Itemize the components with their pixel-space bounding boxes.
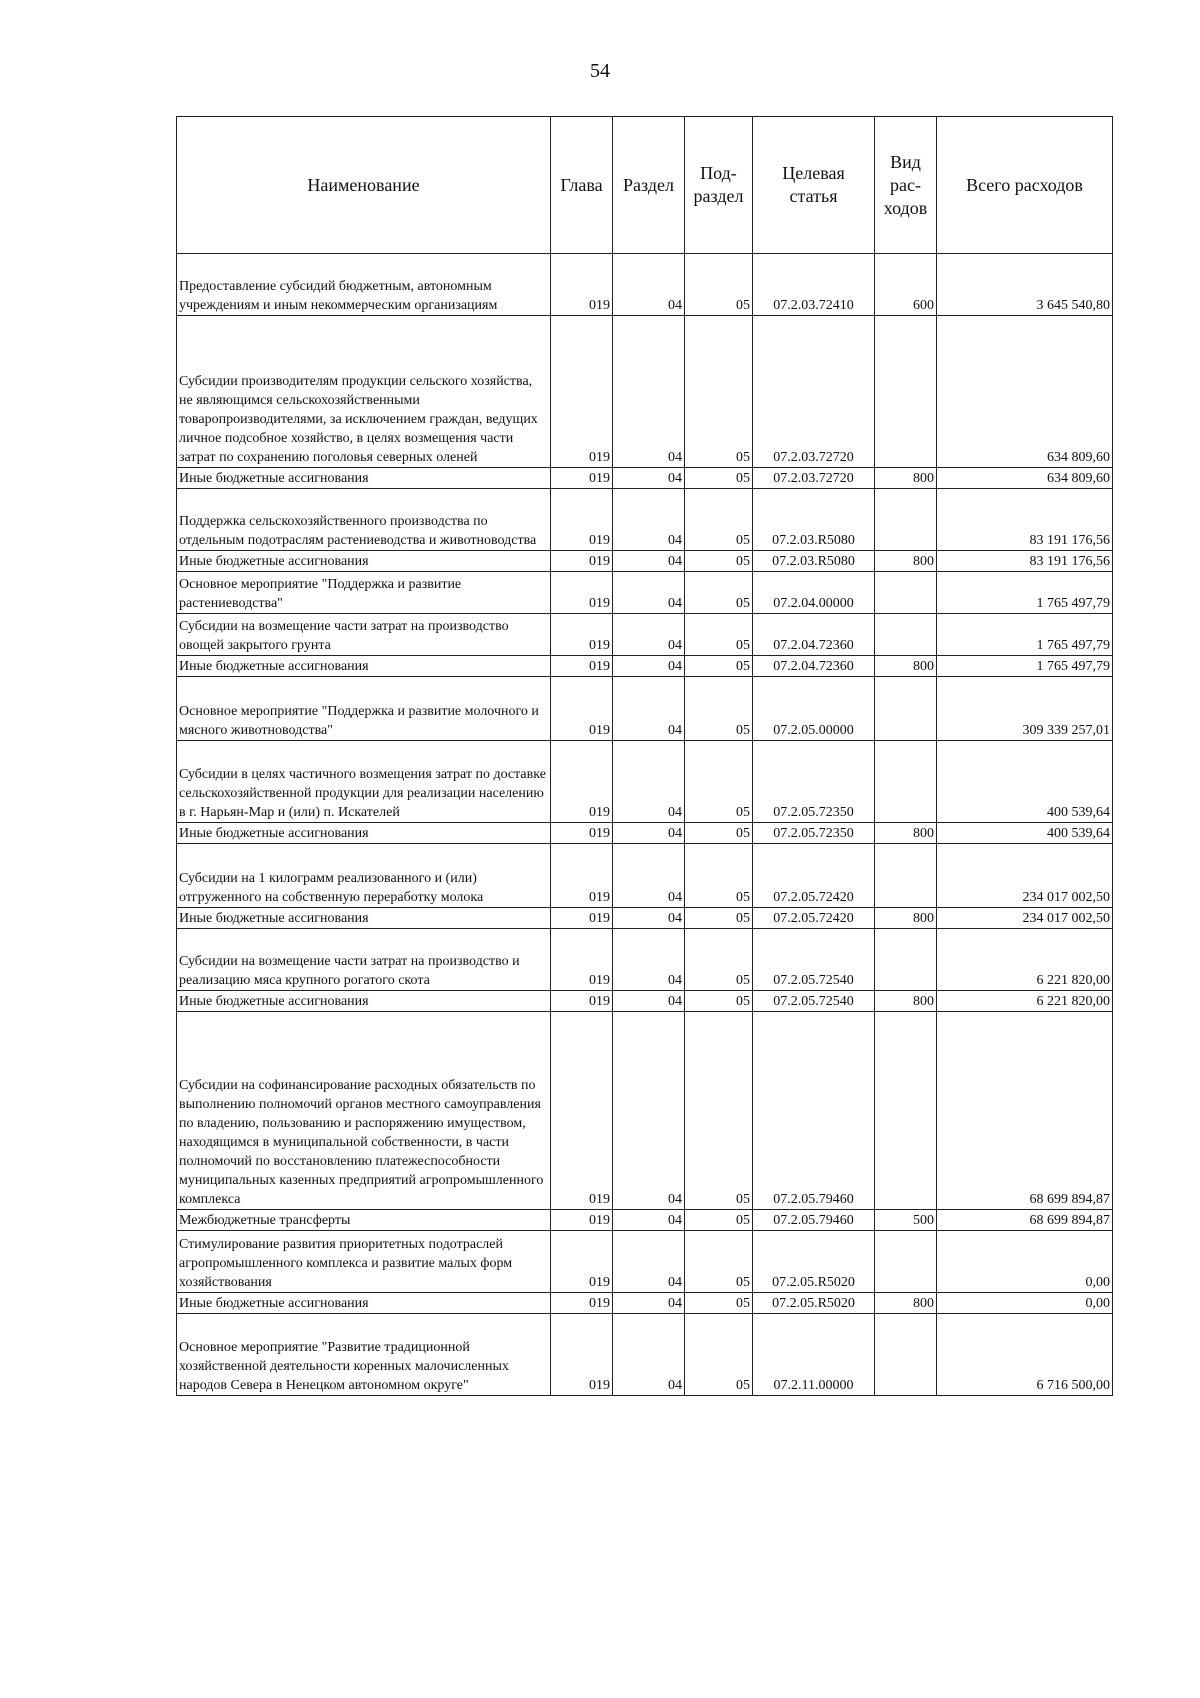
row-total: 6 221 820,00 [937, 929, 1113, 991]
row-subsection: 05 [685, 741, 753, 823]
row-type [875, 929, 937, 991]
row-chapter: 019 [551, 908, 613, 929]
row-section: 04 [613, 254, 685, 316]
row-total: 634 809,60 [937, 468, 1113, 489]
row-total: 1 765 497,79 [937, 614, 1113, 656]
row-chapter: 019 [551, 991, 613, 1012]
row-section: 04 [613, 468, 685, 489]
row-type [875, 572, 937, 614]
row-section: 04 [613, 1314, 685, 1396]
row-section: 04 [613, 316, 685, 468]
row-name: Субсидии на 1 килограмм реализованного и (или) отгруженного на собственную переработку молока [177, 844, 551, 908]
row-section: 04 [613, 929, 685, 991]
row-type: 800 [875, 468, 937, 489]
row-total: 6 221 820,00 [937, 991, 1113, 1012]
row-chapter: 019 [551, 551, 613, 572]
row-section: 04 [613, 489, 685, 551]
row-target: 07.2.05.72540 [753, 991, 875, 1012]
table-row [177, 316, 1113, 468]
header-subsection: Под- раздел [685, 117, 753, 254]
row-subsection: 05 [685, 572, 753, 614]
row-target: 07.2.05.72420 [753, 844, 875, 908]
row-total: 83 191 176,56 [937, 551, 1113, 572]
row-name: Стимулирование развития приоритетных подотраслей агропромышленного комплекса и развитие малых форм хозяйствования [177, 1231, 551, 1293]
row-name: Субсидии на возмещение части затрат на производство и реализацию мяса крупного рогатого скота [177, 929, 551, 991]
row-chapter: 019 [551, 489, 613, 551]
row-name: Основное мероприятие "Поддержка и развитие растениеводства" [177, 572, 551, 614]
row-name: Иные бюджетные ассигнования [177, 551, 551, 572]
table-row [177, 741, 1113, 823]
row-subsection: 05 [685, 991, 753, 1012]
header-name: Наименование [177, 117, 551, 254]
row-subsection: 05 [685, 908, 753, 929]
table-row [177, 614, 1113, 656]
row-total: 0,00 [937, 1293, 1113, 1314]
row-name: Иные бюджетные ассигнования [177, 823, 551, 844]
row-section: 04 [613, 1012, 685, 1210]
table-row [177, 1012, 1113, 1210]
row-target: 07.2.03.72720 [753, 316, 875, 468]
row-type: 800 [875, 656, 937, 677]
row-subsection: 05 [685, 614, 753, 656]
page-number: 54 [590, 60, 610, 82]
row-subsection: 05 [685, 1231, 753, 1293]
row-name: Предоставление субсидий бюджетным, автономным учреждениям и иным некоммерческим организациям [177, 254, 551, 316]
row-subsection: 05 [685, 1314, 753, 1396]
row-total: 68 699 894,87 [937, 1012, 1113, 1210]
table-row [177, 551, 1113, 572]
row-name: Субсидии производителям продукции сельского хозяйства, не являющимся сельскохозяйственными товаропроизводителями, за исключением граждан, ведущих личное подсобное хозяйство, в целях возмещения части затрат по сохранению поголовья северных оленей [177, 316, 551, 468]
table-row [177, 991, 1113, 1012]
row-subsection: 05 [685, 1012, 753, 1210]
row-section: 04 [613, 991, 685, 1012]
row-subsection: 05 [685, 656, 753, 677]
row-section: 04 [613, 741, 685, 823]
row-name: Основное мероприятие "Поддержка и развитие молочного и мясного животноводства" [177, 677, 551, 741]
row-name: Основное мероприятие "Развитие традиционной хозяйственной деятельности коренных малочисленных народов Севера в Ненецком автономном округе" [177, 1314, 551, 1396]
row-type [875, 844, 937, 908]
header-total: Всего расходов [937, 117, 1113, 254]
table-row [177, 677, 1113, 741]
row-type [875, 1314, 937, 1396]
row-chapter: 019 [551, 741, 613, 823]
row-total: 83 191 176,56 [937, 489, 1113, 551]
table-row [177, 929, 1113, 991]
table-row [177, 1314, 1113, 1396]
row-type [875, 316, 937, 468]
row-total: 234 017 002,50 [937, 908, 1113, 929]
table-row [177, 572, 1113, 614]
row-name: Иные бюджетные ассигнования [177, 908, 551, 929]
row-subsection: 05 [685, 823, 753, 844]
row-target: 07.2.03.72720 [753, 468, 875, 489]
row-total: 1 765 497,79 [937, 656, 1113, 677]
row-section: 04 [613, 908, 685, 929]
row-chapter: 019 [551, 929, 613, 991]
row-type [875, 741, 937, 823]
row-target: 07.2.05.72540 [753, 929, 875, 991]
row-subsection: 05 [685, 316, 753, 468]
row-subsection: 05 [685, 844, 753, 908]
row-subsection: 05 [685, 1293, 753, 1314]
table-row [177, 908, 1113, 929]
row-target: 07.2.04.00000 [753, 572, 875, 614]
row-target: 07.2.05.R5020 [753, 1293, 875, 1314]
row-subsection: 05 [685, 254, 753, 316]
row-chapter: 019 [551, 254, 613, 316]
table-row [177, 656, 1113, 677]
row-chapter: 019 [551, 1012, 613, 1210]
row-subsection: 05 [685, 551, 753, 572]
row-type: 800 [875, 991, 937, 1012]
row-total: 309 339 257,01 [937, 677, 1113, 741]
row-type: 800 [875, 551, 937, 572]
row-total: 234 017 002,50 [937, 844, 1113, 908]
row-target: 07.2.05.00000 [753, 677, 875, 741]
row-type: 600 [875, 254, 937, 316]
row-target: 07.2.11.00000 [753, 1314, 875, 1396]
row-subsection: 05 [685, 468, 753, 489]
row-type [875, 677, 937, 741]
row-name: Иные бюджетные ассигнования [177, 991, 551, 1012]
row-total: 634 809,60 [937, 316, 1113, 468]
row-target: 07.2.03.R5080 [753, 551, 875, 572]
row-chapter: 019 [551, 823, 613, 844]
table-row [177, 254, 1113, 316]
row-target: 07.2.05.72350 [753, 741, 875, 823]
row-total: 3 645 540,80 [937, 254, 1113, 316]
row-section: 04 [613, 1210, 685, 1231]
header-target: Целевая статья [753, 117, 875, 254]
row-target: 07.2.04.72360 [753, 656, 875, 677]
table-row [177, 844, 1113, 908]
row-name: Иные бюджетные ассигнования [177, 656, 551, 677]
row-name: Субсидии на возмещение части затрат на производство овощей закрытого грунта [177, 614, 551, 656]
row-chapter: 019 [551, 572, 613, 614]
row-total: 68 699 894,87 [937, 1210, 1113, 1231]
row-subsection: 05 [685, 677, 753, 741]
row-chapter: 019 [551, 1314, 613, 1396]
row-name: Иные бюджетные ассигнования [177, 1293, 551, 1314]
row-chapter: 019 [551, 1293, 613, 1314]
row-total: 400 539,64 [937, 741, 1113, 823]
row-section: 04 [613, 677, 685, 741]
row-target: 07.2.03.72410 [753, 254, 875, 316]
header-chapter: Глава [551, 117, 613, 254]
table-row [177, 1231, 1113, 1293]
row-total: 1 765 497,79 [937, 572, 1113, 614]
row-section: 04 [613, 614, 685, 656]
table-row [177, 489, 1113, 551]
row-name: Субсидии на софинансирование расходных обязательств по выполнению полномочий органов местного самоуправления по владению, пользованию и распоряжению имуществом, находящимся в муниципальной собственности, в части полномочий по восстановлению платежеспособности муниципальных казенных предприятий агропромышленного комплекса [177, 1012, 551, 1210]
row-section: 04 [613, 1231, 685, 1293]
row-subsection: 05 [685, 1210, 753, 1231]
row-target: 07.2.05.79460 [753, 1210, 875, 1231]
row-type: 500 [875, 1210, 937, 1231]
row-target: 07.2.03.R5080 [753, 489, 875, 551]
row-name: Субсидии в целях частичного возмещения затрат по доставке сельскохозяйственной продукции для реализации населению в г. Нарьян-Мар и (или) п. Искателей [177, 741, 551, 823]
row-section: 04 [613, 656, 685, 677]
row-chapter: 019 [551, 316, 613, 468]
budget-table [176, 116, 1113, 1396]
row-name: Поддержка сельскохозяйственного производства по отдельным подотраслям растениеводства и животноводства [177, 489, 551, 551]
table-row [177, 1293, 1113, 1314]
table-row [177, 1210, 1113, 1231]
row-chapter: 019 [551, 844, 613, 908]
row-target: 07.2.05.79460 [753, 1012, 875, 1210]
table-row [177, 468, 1113, 489]
row-section: 04 [613, 823, 685, 844]
row-type [875, 489, 937, 551]
header-expense-type: Вид рас- ходов [875, 117, 937, 254]
row-subsection: 05 [685, 489, 753, 551]
row-type: 800 [875, 1293, 937, 1314]
row-name: Иные бюджетные ассигнования [177, 468, 551, 489]
row-type [875, 1231, 937, 1293]
row-subsection: 05 [685, 929, 753, 991]
row-type [875, 1012, 937, 1210]
row-chapter: 019 [551, 1210, 613, 1231]
row-total: 400 539,64 [937, 823, 1113, 844]
row-section: 04 [613, 572, 685, 614]
row-total: 0,00 [937, 1231, 1113, 1293]
header-section: Раздел [613, 117, 685, 254]
row-target: 07.2.05.72420 [753, 908, 875, 929]
row-target: 07.2.05.R5020 [753, 1231, 875, 1293]
row-type: 800 [875, 823, 937, 844]
row-total: 6 716 500,00 [937, 1314, 1113, 1396]
row-target: 07.2.04.72360 [753, 614, 875, 656]
row-section: 04 [613, 1293, 685, 1314]
header-row [177, 117, 1113, 254]
table-row [177, 823, 1113, 844]
row-section: 04 [613, 844, 685, 908]
row-chapter: 019 [551, 656, 613, 677]
row-chapter: 019 [551, 1231, 613, 1293]
row-target: 07.2.05.72350 [753, 823, 875, 844]
row-section: 04 [613, 551, 685, 572]
row-type: 800 [875, 908, 937, 929]
row-chapter: 019 [551, 468, 613, 489]
row-type [875, 614, 937, 656]
row-chapter: 019 [551, 677, 613, 741]
row-chapter: 019 [551, 614, 613, 656]
row-name: Межбюджетные трансферты [177, 1210, 551, 1231]
